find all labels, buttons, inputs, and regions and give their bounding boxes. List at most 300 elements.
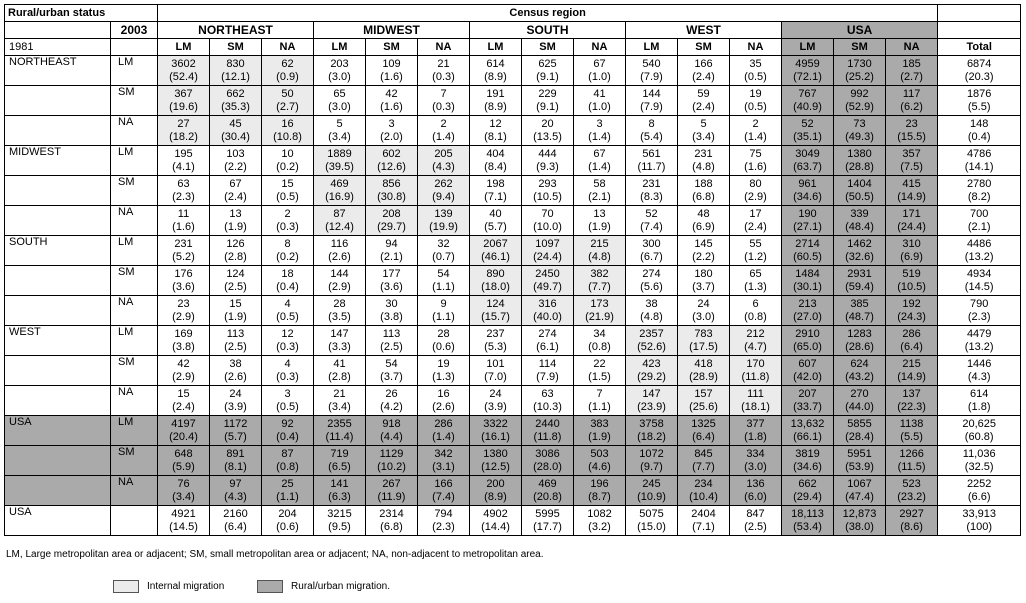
cell-count: 148	[970, 117, 989, 130]
cell-percent: ( 6.4 )	[211, 521, 260, 534]
row-region	[5, 356, 111, 386]
cell-percent: ( 32.5 )	[939, 461, 1019, 474]
cell-percent: ( 6.5 )	[315, 461, 364, 474]
cell-percent: ( 4.8 )	[679, 161, 728, 174]
cell-count: 1072	[639, 447, 664, 460]
cell-count: 2357	[639, 327, 664, 340]
table-cell	[678, 356, 730, 386]
total-cell	[938, 416, 1021, 446]
cell-count: 624	[850, 357, 869, 370]
cell-count: 783	[694, 327, 713, 340]
cell-percent: ( 19.6 )	[159, 101, 208, 114]
cell-count: 207	[798, 387, 817, 400]
cell-percent: ( 7.7 )	[679, 461, 728, 474]
cell-percent: ( 9.1 )	[523, 101, 572, 114]
cell-percent: ( 10.3 )	[523, 401, 572, 414]
cell-count: 662	[226, 87, 245, 100]
cell-percent: ( 43.2 )	[835, 371, 884, 384]
cell-count: 719	[330, 447, 349, 460]
cell-count: 342	[434, 447, 453, 460]
cell-count: 2355	[327, 417, 352, 430]
cell-count: 4786	[966, 147, 992, 160]
cell-count: 231	[174, 237, 193, 250]
region-header: USA	[782, 22, 938, 39]
cell-count: 63	[541, 387, 554, 400]
table-cell	[626, 296, 678, 326]
cell-count: 13,632	[790, 417, 825, 430]
cell-count: 274	[642, 267, 661, 280]
table-cell	[418, 506, 470, 536]
table-cell	[834, 506, 886, 536]
table-cell	[522, 386, 574, 416]
table-cell	[418, 356, 470, 386]
row-region	[5, 176, 111, 206]
cell-count: 9	[440, 297, 447, 310]
cell-percent: ( 2.6 )	[419, 401, 468, 414]
cell-count: 2931	[847, 267, 872, 280]
table-cell	[470, 326, 522, 356]
cell-count: 52	[801, 117, 814, 130]
cell-count: 3	[284, 387, 291, 400]
cell-count: 170	[746, 357, 765, 370]
cell-count: 1380	[483, 447, 508, 460]
table-cell	[262, 116, 314, 146]
cell-percent: ( 14.1 )	[939, 161, 1019, 174]
column-header: SM	[366, 39, 418, 56]
cell-percent: ( 7.0 )	[471, 371, 520, 384]
cell-count: 50	[281, 87, 294, 100]
cell-percent: ( 7.9 )	[627, 71, 676, 84]
table-cell	[886, 86, 938, 116]
cell-percent: ( 5.7 )	[471, 221, 520, 234]
cell-count: 404	[486, 147, 505, 160]
table-cell	[834, 416, 886, 446]
cell-count: 75	[749, 147, 762, 160]
table-cell	[314, 86, 366, 116]
cell-percent: ( 0.4 )	[939, 131, 1019, 144]
cell-percent: ( 2.9 )	[159, 311, 208, 324]
cell-percent: ( 40.0 )	[523, 311, 572, 324]
cell-percent: ( 34.6 )	[783, 461, 832, 474]
cell-percent: ( 4.1 )	[159, 161, 208, 174]
cell-count: 5995	[535, 507, 560, 520]
cell-count: 310	[902, 237, 921, 250]
cell-percent: ( 0.8 )	[263, 461, 312, 474]
cell-count: 423	[642, 357, 661, 370]
table-cell	[158, 56, 210, 86]
table-cell	[886, 206, 938, 236]
cell-percent: ( 12.4 )	[315, 221, 364, 234]
cell-percent: ( 2.1 )	[367, 251, 416, 264]
table-cell	[366, 236, 418, 266]
table-row	[5, 176, 1021, 206]
cell-count: 3049	[795, 147, 820, 160]
cell-percent: ( 4.7 )	[731, 341, 780, 354]
cell-count: 847	[746, 507, 765, 520]
table-cell	[782, 506, 834, 536]
table-cell	[262, 56, 314, 86]
table-cell	[834, 446, 886, 476]
column-header: SM	[678, 39, 730, 56]
cell-count: 469	[330, 177, 349, 190]
cell-count: 1325	[691, 417, 716, 430]
cell-count: 293	[538, 177, 557, 190]
blank-header	[938, 5, 1021, 22]
cell-percent: ( 49.3 )	[835, 131, 884, 144]
cell-percent: ( 3.4 )	[159, 491, 208, 504]
cell-count: 7	[440, 87, 447, 100]
cell-percent: ( 0.4 )	[263, 431, 312, 444]
legend-rural-urban	[257, 580, 390, 593]
total-cell	[938, 296, 1021, 326]
cell-percent: ( 2.5 )	[211, 281, 260, 294]
table-cell	[678, 176, 730, 206]
cell-percent: ( 22.3 )	[887, 401, 936, 414]
cell-count: 700	[970, 207, 989, 220]
cell-percent: ( 8.9 )	[471, 101, 520, 114]
cell-percent: ( 1.8 )	[731, 431, 780, 444]
table-cell	[834, 236, 886, 266]
table-cell	[262, 416, 314, 446]
cell-percent: ( 66.1 )	[783, 431, 832, 444]
legend-rural-urban-label: Rural/urban migration.	[291, 581, 390, 593]
cell-count: 65	[333, 87, 346, 100]
cell-count: 561	[642, 147, 661, 160]
cell-percent: ( 3.5 )	[315, 311, 364, 324]
table-cell	[314, 146, 366, 176]
cell-count: 70	[541, 207, 554, 220]
cell-count: 1283	[847, 327, 872, 340]
cell-percent: ( 0.3 )	[263, 221, 312, 234]
cell-percent: ( 1.0 )	[575, 71, 624, 84]
table-cell	[314, 266, 366, 296]
cell-percent: ( 7.9 )	[627, 101, 676, 114]
table-cell	[262, 356, 314, 386]
table-row	[5, 326, 1021, 356]
cell-count: 144	[330, 267, 349, 280]
cell-percent: ( 18.1 )	[731, 401, 780, 414]
cell-percent: ( 2.1 )	[575, 191, 624, 204]
table-cell	[470, 266, 522, 296]
cell-percent: ( 0.8 )	[575, 341, 624, 354]
table-cell	[314, 206, 366, 236]
table-cell	[366, 146, 418, 176]
total-cell	[938, 506, 1021, 536]
table-cell	[470, 146, 522, 176]
cell-count: 4934	[966, 267, 992, 280]
row-status	[111, 506, 158, 536]
cell-count: 16	[281, 117, 294, 130]
cell-count: 2780	[966, 177, 992, 190]
cell-count: 21	[437, 57, 450, 70]
table-cell	[522, 416, 574, 446]
cell-percent: ( 1.4 )	[419, 431, 468, 444]
cell-count: 40	[489, 207, 502, 220]
cell-count: 19	[749, 87, 762, 100]
row-region	[5, 386, 111, 416]
table-cell	[522, 356, 574, 386]
cell-percent: ( 46.1 )	[471, 251, 520, 264]
cell-count: 117	[902, 87, 921, 100]
cell-percent: ( 6.8 )	[367, 521, 416, 534]
cell-percent: ( 3.7 )	[679, 281, 728, 294]
cell-percent: ( 28.8 )	[835, 161, 884, 174]
cell-percent: ( 11.7 )	[627, 161, 676, 174]
cell-count: 469	[538, 477, 557, 490]
table-cell	[470, 236, 522, 266]
cell-percent: ( 5.7 )	[211, 431, 260, 444]
row-status: NA	[111, 386, 158, 416]
cell-percent: ( 10.4 )	[679, 491, 728, 504]
cell-percent: ( 53.9 )	[835, 461, 884, 474]
cell-count: 166	[694, 57, 713, 70]
table-cell	[158, 176, 210, 206]
table-cell	[886, 146, 938, 176]
cell-count: 2	[284, 207, 291, 220]
cell-count: 76	[177, 477, 190, 490]
table-cell	[158, 446, 210, 476]
cell-percent: ( 0.5 )	[263, 191, 312, 204]
cell-percent: ( 17.5 )	[679, 341, 728, 354]
cell-count: 3819	[795, 447, 820, 460]
cell-percent: ( 17.7 )	[523, 521, 572, 534]
cell-count: 1138	[899, 417, 924, 430]
cell-percent: ( 3.7 )	[367, 371, 416, 384]
cell-percent: ( 44.0 )	[835, 401, 884, 414]
cell-count: 367	[174, 87, 193, 100]
column-header: NA	[262, 39, 314, 56]
cell-percent: ( 0.3 )	[263, 341, 312, 354]
cell-percent: ( 25.2 )	[835, 71, 884, 84]
cell-count: 519	[902, 267, 921, 280]
cell-count: 42	[177, 357, 190, 370]
table-cell	[470, 476, 522, 506]
cell-count: 2252	[966, 477, 992, 490]
table-cell	[834, 176, 886, 206]
cell-percent: ( 35.3 )	[211, 101, 260, 114]
cell-count: 1067	[847, 477, 872, 490]
table-cell	[418, 416, 470, 446]
status-header: Rural/urban status	[5, 5, 158, 22]
cell-percent: ( 1.6 )	[731, 161, 780, 174]
cell-count: 13	[593, 207, 606, 220]
table-cell	[886, 236, 938, 266]
cell-percent: ( 23.9 )	[627, 401, 676, 414]
cell-percent: ( 2.8 )	[211, 251, 260, 264]
row-region: SOUTH	[5, 236, 111, 266]
cell-count: 385	[850, 297, 869, 310]
cell-count: 1082	[587, 507, 612, 520]
cell-count: 15	[229, 297, 242, 310]
cell-percent: ( 1.1 )	[575, 401, 624, 414]
table-cell	[522, 506, 574, 536]
cell-count: 334	[746, 447, 765, 460]
cell-count: 5951	[847, 447, 872, 460]
total-cell	[938, 176, 1021, 206]
table-row	[5, 206, 1021, 236]
cell-count: 3086	[535, 447, 560, 460]
cell-count: 45	[229, 117, 242, 130]
cell-percent: ( 1.4 )	[419, 131, 468, 144]
cell-percent: ( 1.2 )	[731, 251, 780, 264]
cell-percent: ( 2.3 )	[159, 191, 208, 204]
table-cell	[782, 356, 834, 386]
row-region: MIDWEST	[5, 146, 111, 176]
table-cell	[158, 506, 210, 536]
table-cell	[678, 476, 730, 506]
cell-percent: ( 3.3 )	[315, 341, 364, 354]
table-cell	[886, 416, 938, 446]
cell-count: 215	[590, 237, 609, 250]
cell-percent: ( 18.2 )	[627, 431, 676, 444]
cell-count: 205	[434, 147, 453, 160]
row-status: NA	[111, 296, 158, 326]
cell-percent: ( 3.9 )	[471, 401, 520, 414]
table-cell	[418, 206, 470, 236]
internal-swatch	[113, 580, 139, 593]
cell-count: 185	[902, 57, 921, 70]
cell-count: 523	[902, 477, 921, 490]
cell-count: 237	[486, 327, 505, 340]
table-cell	[574, 176, 626, 206]
row-region	[5, 446, 111, 476]
table-cell	[158, 206, 210, 236]
row-status: NA	[111, 116, 158, 146]
table-cell	[782, 56, 834, 86]
cell-count: 67	[229, 177, 242, 190]
cell-percent: ( 52.6 )	[627, 341, 676, 354]
cell-count: 12	[281, 327, 294, 340]
table-cell	[470, 506, 522, 536]
row-region: USA	[5, 506, 111, 536]
cell-count: 18,113	[791, 507, 824, 520]
table-cell	[834, 296, 886, 326]
cell-percent: ( 4.3 )	[211, 491, 260, 504]
cell-count: 42	[385, 87, 398, 100]
table-cell	[418, 326, 470, 356]
row-region: USA	[5, 416, 111, 446]
table-cell	[574, 296, 626, 326]
cell-count: 55	[749, 237, 762, 250]
table-cell	[782, 206, 834, 236]
cell-percent: ( 35.1 )	[783, 131, 832, 144]
cell-percent: ( 24.4 )	[887, 221, 936, 234]
cell-count: 1446	[966, 357, 992, 370]
cell-percent: ( 100 )	[939, 521, 1019, 534]
cell-count: 845	[694, 447, 713, 460]
table-cell	[574, 146, 626, 176]
table-cell	[366, 356, 418, 386]
cell-count: 231	[642, 177, 661, 190]
cell-percent: ( 9.7 )	[627, 461, 676, 474]
table-cell	[886, 176, 938, 206]
cell-percent: ( 2.4 )	[159, 401, 208, 414]
cell-percent: ( 3.1 )	[419, 461, 468, 474]
cell-percent: ( 47.4 )	[835, 491, 884, 504]
table-cell	[626, 446, 678, 476]
cell-count: 1172	[223, 417, 248, 430]
table-cell	[522, 266, 574, 296]
cell-count: 767	[798, 87, 817, 100]
table-cell	[418, 146, 470, 176]
cell-percent: ( 40.9 )	[783, 101, 832, 114]
cell-percent: ( 59.4 )	[835, 281, 884, 294]
total-header: Total	[938, 39, 1021, 56]
table-cell	[418, 86, 470, 116]
cell-count: 3322	[483, 417, 508, 430]
cell-count: 101	[486, 357, 505, 370]
cell-percent: ( 13.2 )	[939, 341, 1019, 354]
table-cell	[470, 206, 522, 236]
cell-count: 15	[177, 387, 190, 400]
table-row	[5, 386, 1021, 416]
table-cell	[886, 386, 938, 416]
cell-count: 339	[850, 207, 869, 220]
column-header: NA	[886, 39, 938, 56]
table-row	[5, 116, 1021, 146]
cell-count: 190	[798, 207, 817, 220]
year-2003: 2003	[111, 22, 158, 39]
table-row	[5, 356, 1021, 386]
table-row	[5, 446, 1021, 476]
table-cell	[730, 266, 782, 296]
row-region	[5, 476, 111, 506]
cell-percent: ( 16.9 )	[315, 191, 364, 204]
table-row	[5, 296, 1021, 326]
cell-percent: ( 1.6 )	[367, 101, 416, 114]
table-cell	[470, 386, 522, 416]
cell-count: 4959	[795, 57, 820, 70]
table-cell	[886, 56, 938, 86]
cell-percent: ( 52.4 )	[159, 71, 208, 84]
cell-percent: ( 2.7 )	[887, 71, 936, 84]
cell-percent: ( 29.4 )	[783, 491, 832, 504]
cell-count: 2910	[795, 327, 820, 340]
table-cell	[158, 116, 210, 146]
table-cell	[574, 506, 626, 536]
cell-percent: ( 21.9 )	[575, 311, 624, 324]
cell-count: 67	[593, 57, 606, 70]
row-status: SM	[111, 86, 158, 116]
cell-percent: ( 63.7 )	[783, 161, 832, 174]
cell-percent: ( 5.9 )	[159, 461, 208, 474]
cell-count: 4	[284, 297, 291, 310]
table-cell	[678, 206, 730, 236]
column-header: LM	[314, 39, 366, 56]
table-cell	[834, 86, 886, 116]
table-cell	[522, 446, 574, 476]
cell-count: 1462	[847, 237, 872, 250]
table-cell	[418, 476, 470, 506]
cell-count: 12	[489, 117, 502, 130]
table-cell	[574, 386, 626, 416]
cell-count: 234	[694, 477, 713, 490]
cell-percent: ( 23.2 )	[887, 491, 936, 504]
region-header: NORTHEAST	[158, 22, 314, 39]
cell-percent: ( 5.3 )	[471, 341, 520, 354]
table-cell	[366, 476, 418, 506]
table-cell	[782, 446, 834, 476]
cell-percent: ( 10.5 )	[887, 281, 936, 294]
table-row	[5, 146, 1021, 176]
table-cell	[210, 326, 262, 356]
table-cell	[626, 116, 678, 146]
cell-count: 11,036	[962, 447, 996, 460]
cell-percent: ( 2.3 )	[939, 311, 1019, 324]
cell-percent: ( 6.9 )	[679, 221, 728, 234]
table-cell	[834, 476, 886, 506]
table-cell	[626, 266, 678, 296]
